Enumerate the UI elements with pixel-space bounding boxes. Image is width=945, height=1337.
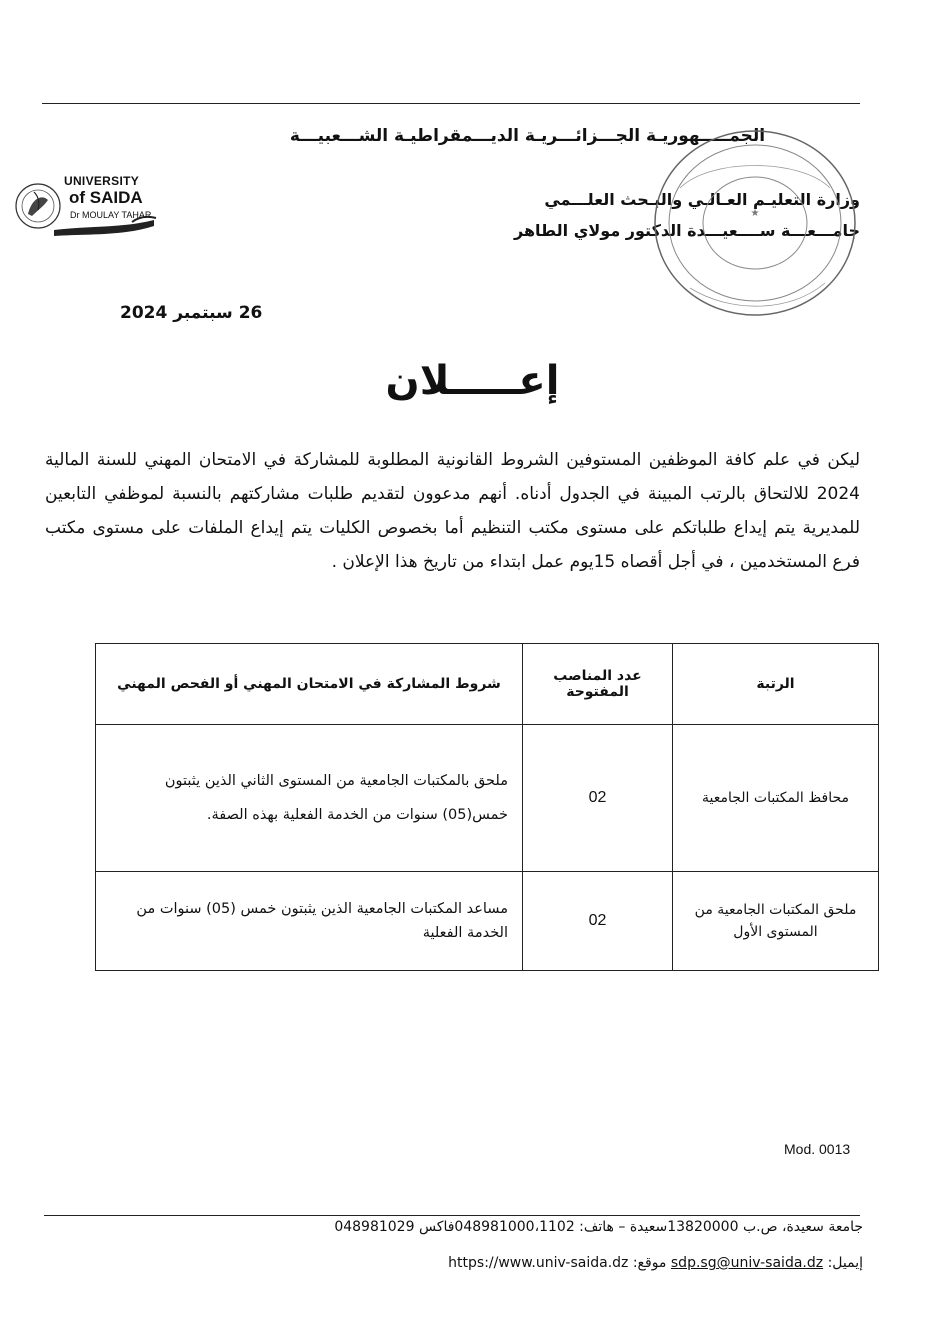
announcement-title: إعـــــلان (385, 358, 560, 404)
official-stamp (640, 118, 870, 328)
ministry-heading: وزارة التعليـم العـالـي والبـحث العلـــمي (544, 190, 860, 209)
table-row (96, 725, 879, 872)
footer-address: جامعة سعيدة، ص.ب 13820000سعيدة – هاتف: 048981000،1102فاكس 048981029 (334, 1219, 863, 1235)
cell-conditions: ملحق بالمكتبات الجامعية من المستوى الثاني الذين يثبتون خمس(05) سنوات من الخدمة الفعلية بهذه الصفة. (96, 725, 523, 872)
table-row (96, 872, 879, 971)
logo-line-3: Dr MOULAY TAHAR (70, 210, 152, 220)
republic-heading: الجمـــــهوريـة الجـــزائـــريـة الديـــمقراطيـة الشـــعبيـــة (289, 126, 766, 146)
document-date: 26 سبتمبر 2024 (120, 303, 263, 323)
form-code: Mod. 0013 (784, 1141, 851, 1157)
university-logo (14, 170, 164, 250)
cell-positions: 02 (523, 725, 673, 872)
site-link[interactable]: https://www.univ-saida.dz (448, 1255, 629, 1271)
cell-rank: ملحق المكتبات الجامعية من المستوى الأول (673, 872, 879, 971)
university-heading: جامـــعـــة ســــعيـــدة الدكتور مولاي الطاهر (514, 221, 860, 240)
logo-line-1: UNIVERSITY (64, 174, 140, 188)
announcement-body: ليكن في علم كافة الموظفين المستوفين الشروط القانونية المطلوبة للمشاركة في الامتحان المهني للسنة المالية 2024 للالتحاق بالرتب المبينة في الجدول أدناه. أنهم مدعوون لتقديم طلبات مشاركتهم بالنسبة لموظفي التابعين للمديرية يتم إيداع طلباتكم على مستوى مكتب التنظيم أما بخصوص الكليات يتم إيداع الملفات على مستوى مكتب فرع المستخدمين ، في أجل أقصاه 15يوم عمل ابتداء من تاريخ هذا الإعلان . (45, 450, 860, 572)
stamp-seal-icon (640, 118, 870, 328)
cell-rank: محافظ المكتبات الجامعية (673, 725, 879, 872)
email-link[interactable]: sdp.sg@univ-saida.dz (670, 1255, 824, 1271)
table-header-row (96, 644, 879, 725)
positions-table (95, 643, 879, 971)
svg-text:★: ★ (750, 208, 760, 219)
header-positions: عدد المناصب المفتوحة (523, 644, 673, 725)
site-label: موقع: (632, 1255, 667, 1271)
header-conditions: شروط المشاركة في الامتحان المهني أو الفحص المهني (96, 644, 523, 725)
logo-line-2: of SAIDA (69, 188, 143, 207)
cell-positions: 02 (523, 872, 673, 971)
header-rank: الرتبة (673, 644, 879, 725)
cell-conditions: مساعد المكتبات الجامعية الذين يثبتون خمس (05) سنوات من الخدمة الفعلية (96, 872, 523, 971)
email-label: إيميل: (827, 1255, 863, 1271)
bottom-rule (44, 1215, 860, 1216)
footer-contacts (448, 1255, 863, 1271)
top-rule (42, 103, 860, 104)
